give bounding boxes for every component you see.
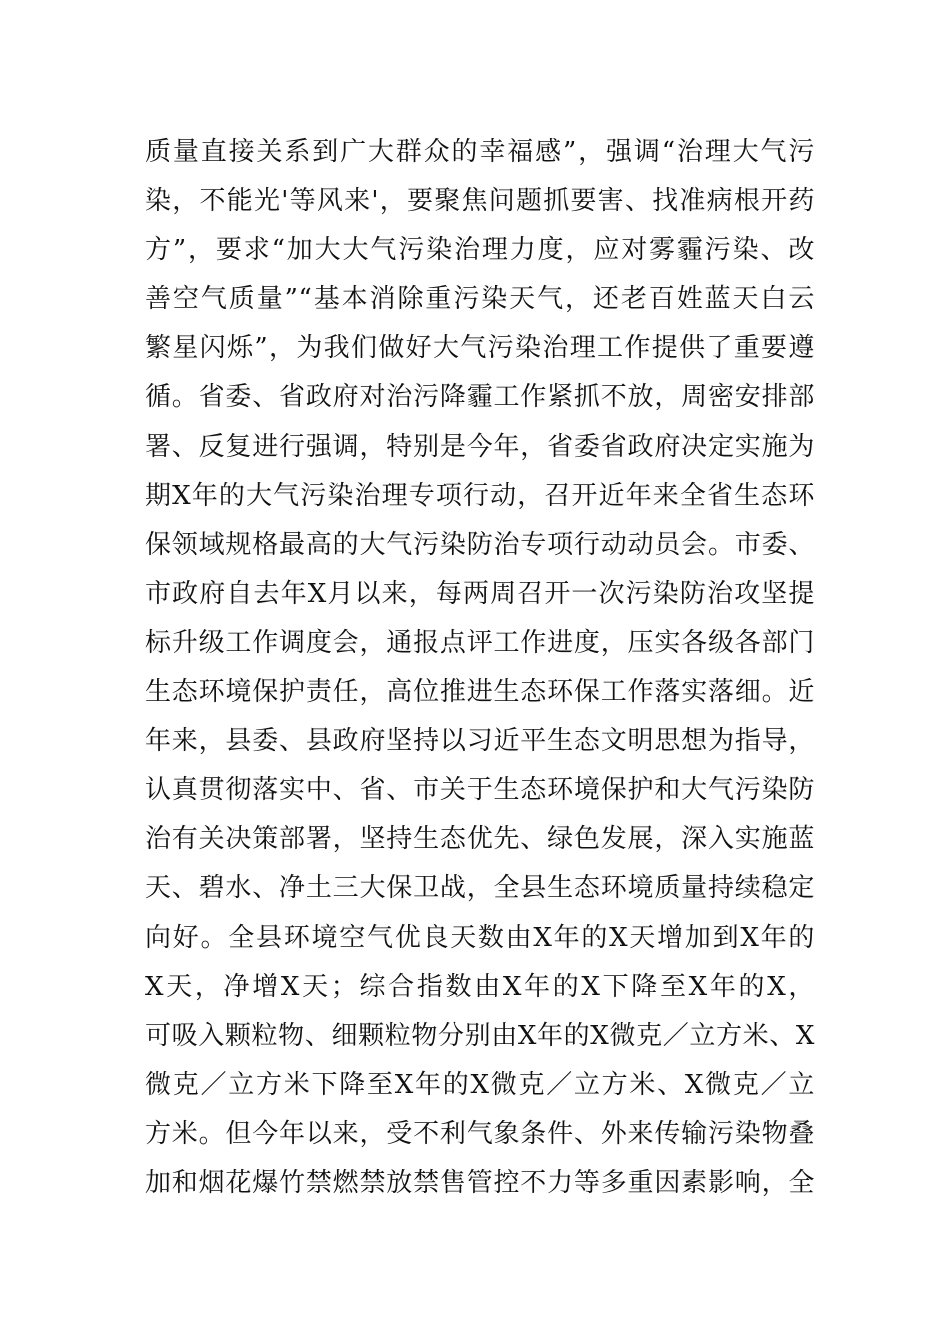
text-line-4: 善空气质量”“基本消除重污染天气，还老百姓蓝天白云 <box>145 284 815 315</box>
text-line-5: 繁星闪烁”，为我们做好大气污染治理工作提供了重要遵 <box>145 333 815 364</box>
text-line-18: X天，净增X天；综合指数由X年的X下降至X年的X， <box>145 971 815 1002</box>
text-line-7: 署、反复进行强调，特别是今年，省委省政府决定实施为 <box>145 431 815 462</box>
text-line-12: 生态环境保护责任，高位推进生态环保工作落实落细。近 <box>145 677 815 708</box>
text-line-19: 可吸入颗粒物、细颗粒物分别由X年的X微克／立方米、X <box>145 1020 815 1051</box>
text-line-1: 质量直接关系到广大群众的幸福感”，强调“治理大气污 <box>145 137 815 167</box>
text-line-15: 治有关决策部署，坚持生态优先、绿色发展，深入实施蓝 <box>145 824 815 855</box>
text-line-17: 向好。全县环境空气优良天数由X年的X天增加到X年的 <box>145 922 815 953</box>
text-line-3: 方”，要求“加大大气污染治理力度，应对雾霾污染、改 <box>145 235 815 266</box>
text-line-20: 微克／立方米下降至X年的X微克／立方米、X微克／立 <box>145 1069 815 1100</box>
text-line-11: 标升级工作调度会，通报点评工作进度，压实各级各部门 <box>145 627 815 658</box>
text-line-22: 加和烟花爆竹禁燃禁放禁售管控不力等多重因素影响，全 <box>145 1167 815 1198</box>
text-line-14: 认真贯彻落实中、省、市关于生态环境保护和大气污染防 <box>145 775 815 806</box>
text-line-8: 期X年的大气污染治理专项行动，召开近年来全省生态环 <box>145 480 815 511</box>
body-text <box>145 128 815 1208</box>
text-line-21: 方米。但今年以来，受不利气象条件、外来传输污染物叠 <box>145 1118 815 1149</box>
text-line-2: 染，不能光'等风来'，要聚焦问题抓要害、找准病根开药 <box>145 186 815 217</box>
text-line-9: 保领域规格最高的大气污染防治专项行动动员会。市委、 <box>145 529 815 560</box>
text-line-10: 市政府自去年X月以来，每两周召开一次污染防治攻坚提 <box>145 578 815 609</box>
text-line-6: 循。省委、省政府对治污降霾工作紧抓不放，周密安排部 <box>145 382 815 413</box>
text-line-16: 天、碧水、净土三大保卫战，全县生态环境质量持续稳定 <box>145 873 815 904</box>
text-line-13: 年来，县委、县政府坚持以习近平生态文明思想为指导， <box>145 726 815 757</box>
